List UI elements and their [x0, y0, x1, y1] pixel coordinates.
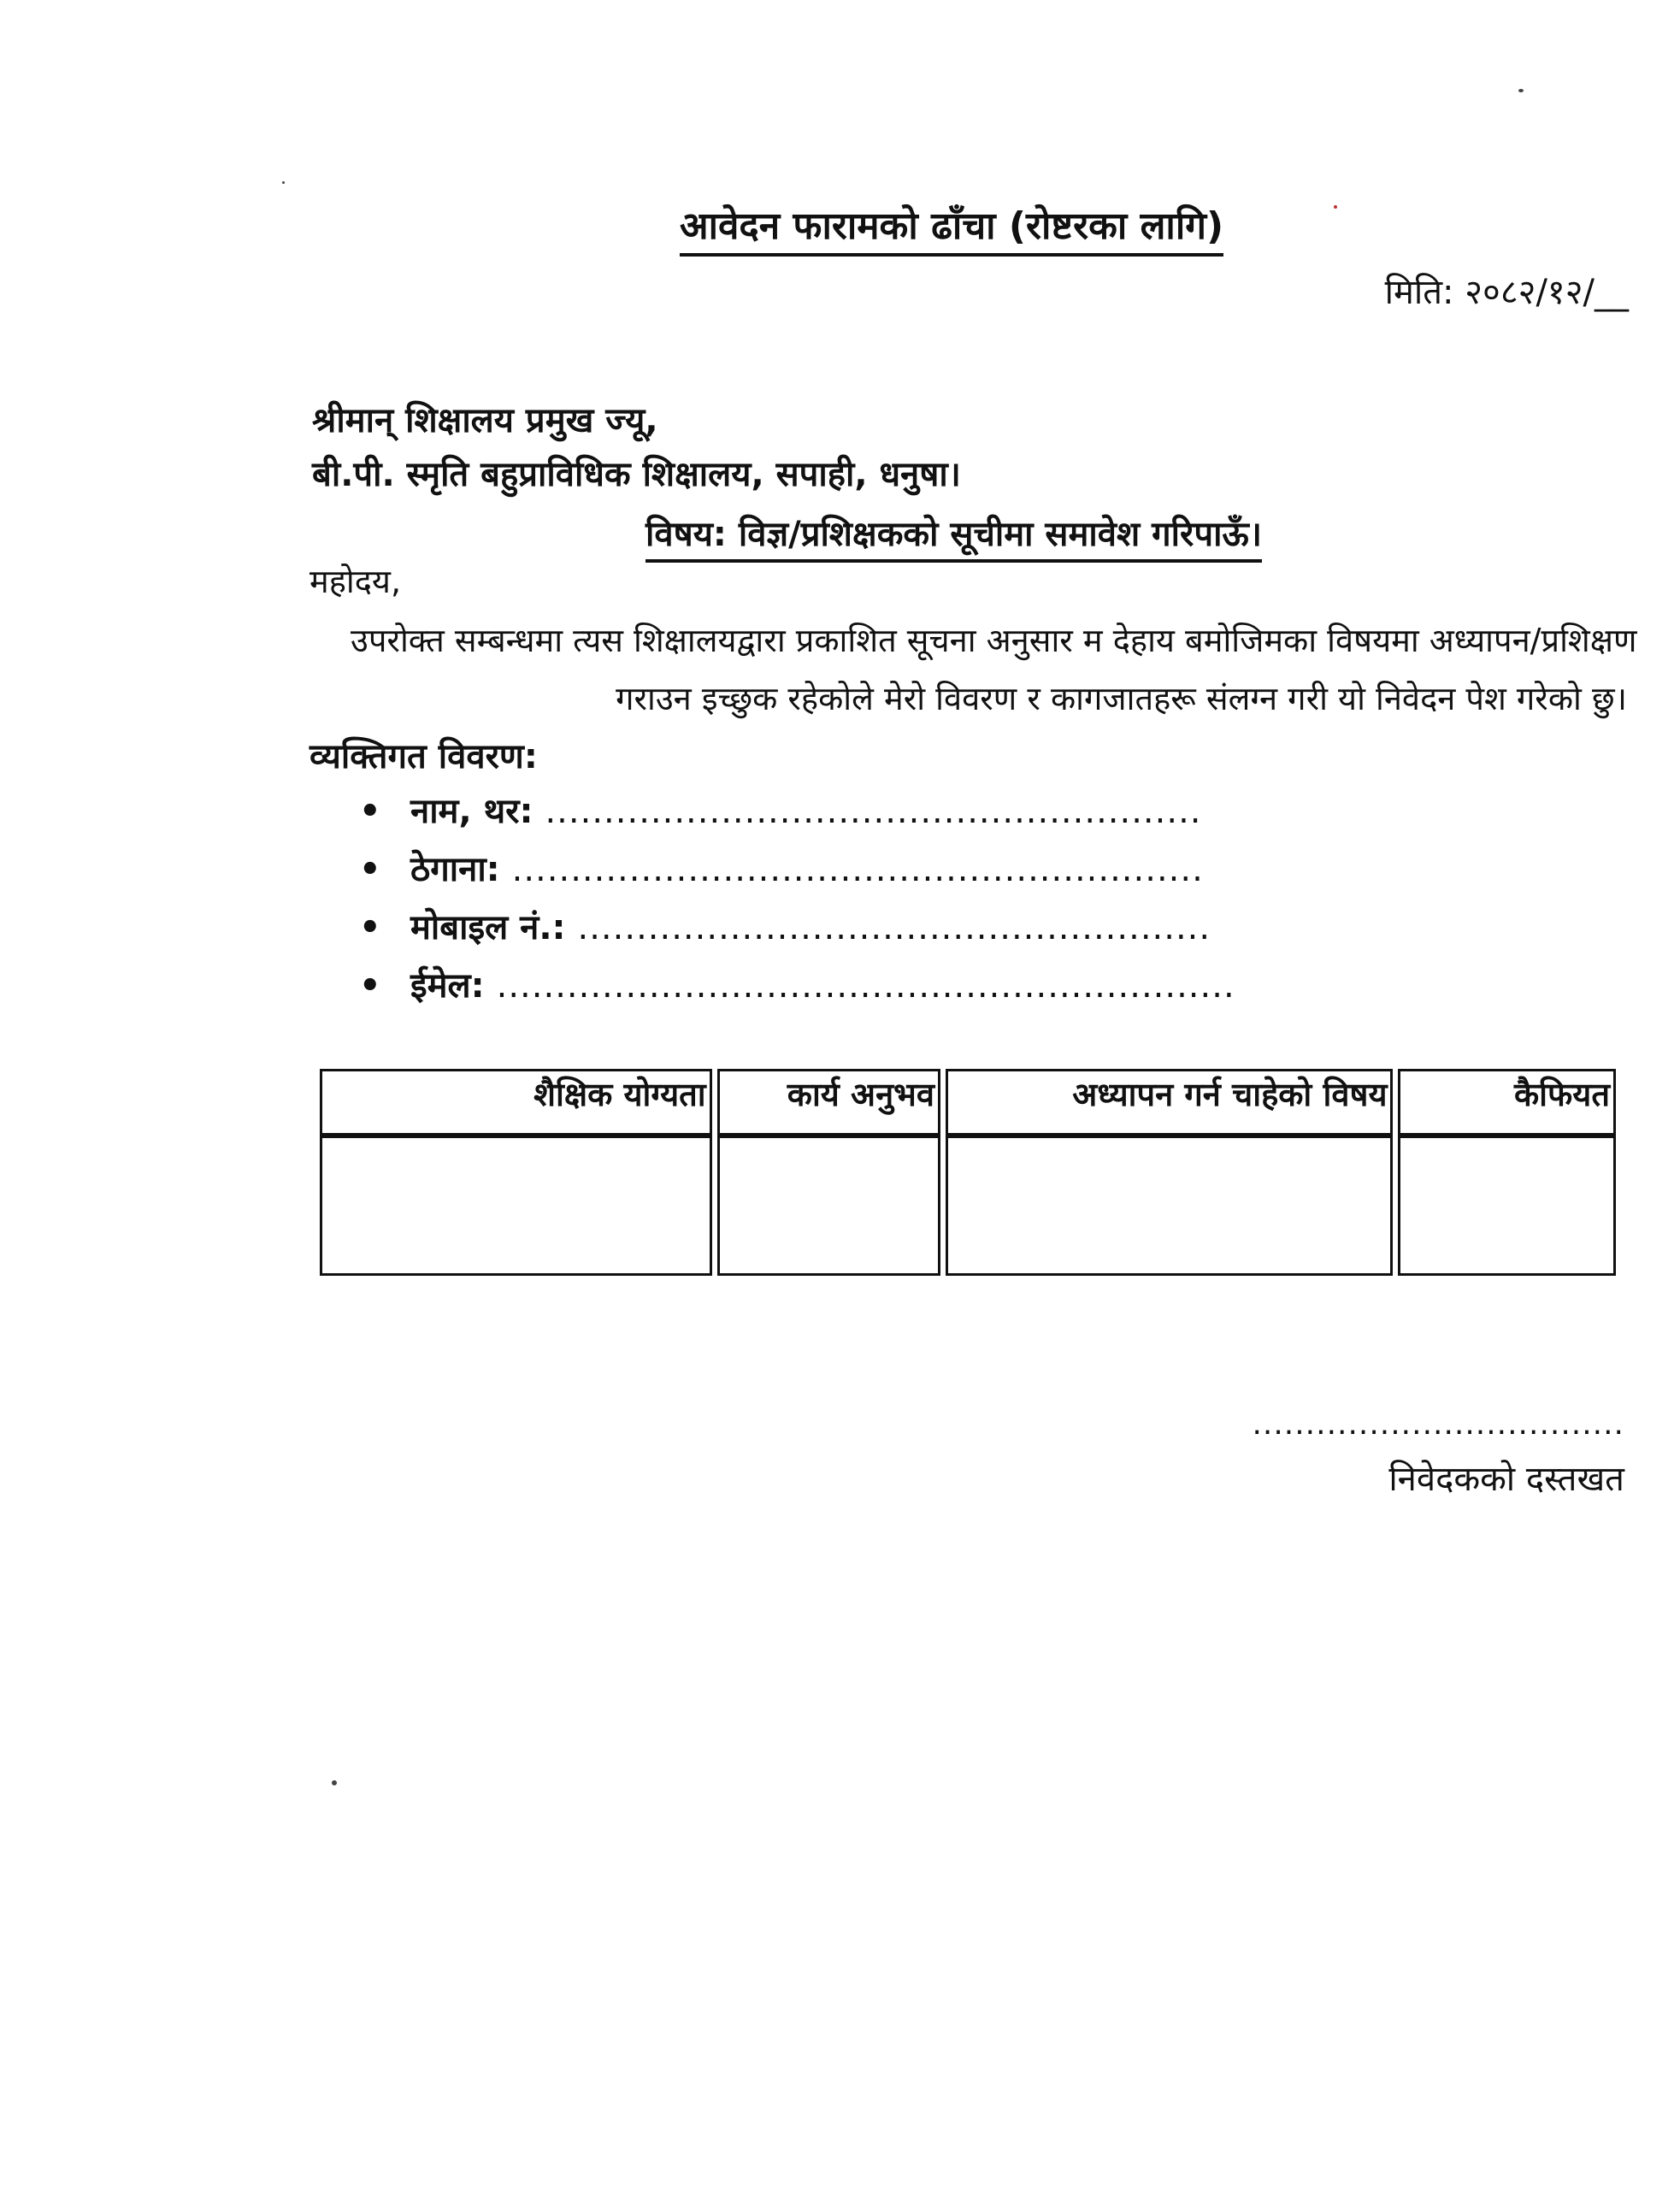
field-blank[interactable]: ...........................................................: [511, 850, 1204, 889]
table-row: [320, 1136, 1616, 1276]
body-line-1: उपरोक्त सम्बन्धमा त्यस शिक्षालयद्वारा प्रकाशित सूचना अनुसार म देहाय बमोजिमका विषयमा अध्यापन/प्रशिक्षण: [351, 622, 1637, 659]
field-blank[interactable]: ........................................................: [545, 792, 1202, 831]
salutation: महोदय,: [309, 563, 402, 600]
qualification-table: [315, 1069, 1621, 1276]
subject-line: विषय: विज्ञ/प्रशिक्षकको सूचीमा समावेश गरिपाऊँ।: [645, 509, 1262, 563]
personal-details-heading: व्यक्तिगत विवरण:: [309, 737, 538, 776]
signature-blank[interactable]: ...................................: [1252, 1407, 1624, 1442]
table-header-row: [320, 1069, 1616, 1136]
scan-speck: [282, 181, 285, 184]
cell-education[interactable]: [320, 1136, 712, 1276]
recipient-line-2: बी.पी. स्मृति बहुप्राविधिक शिक्षालय, सपाही, धनुषा।: [312, 455, 961, 494]
field-label: ईमेल:: [410, 966, 485, 1006]
field-mobile: [359, 899, 1235, 957]
scan-speck: [1334, 205, 1337, 209]
field-email: [359, 957, 1235, 1015]
signature-label: निवेदकको दस्तखत: [1388, 1460, 1624, 1499]
bullet-icon: •: [359, 966, 381, 1006]
bullet-icon: •: [359, 792, 381, 831]
field-blank[interactable]: ...............................................................: [496, 966, 1235, 1006]
cell-subject[interactable]: [946, 1136, 1393, 1276]
form-title: आवेदन फारामको ढाँचा (रोष्टरका लागि): [680, 198, 1223, 257]
body-line-2: गराउन इच्छुक रहेकोले मेरो विवरण र कागजातहरू संलग्न गरी यो निवेदन पेश गरेको छु।: [616, 680, 1627, 717]
field-name: [359, 782, 1235, 841]
date-line: मिति: २०८२/१२/__: [1384, 273, 1629, 312]
header-subject: अध्यापन गर्न चाहेको विषय: [946, 1069, 1393, 1136]
field-label: नाम, थर:: [410, 792, 533, 831]
scan-speck: [1518, 89, 1524, 92]
header-remarks: कैफियत: [1398, 1069, 1616, 1136]
recipient-line-1: श्रीमान् शिक्षालय प्रमुख ज्यू,: [312, 401, 658, 440]
field-blank[interactable]: ......................................................: [577, 908, 1211, 947]
personal-fields-list: [359, 782, 1235, 1015]
scan-speck: [332, 1780, 337, 1785]
field-address: [359, 841, 1235, 899]
header-education: शैक्षिक योग्यता: [320, 1069, 712, 1136]
field-label: ठेगाना:: [410, 850, 500, 889]
field-label: मोबाइल नं.:: [410, 908, 566, 947]
bullet-icon: •: [359, 850, 381, 889]
bullet-icon: •: [359, 908, 381, 947]
cell-remarks[interactable]: [1398, 1136, 1616, 1276]
header-experience: कार्य अनुभव: [717, 1069, 940, 1136]
cell-experience[interactable]: [717, 1136, 940, 1276]
